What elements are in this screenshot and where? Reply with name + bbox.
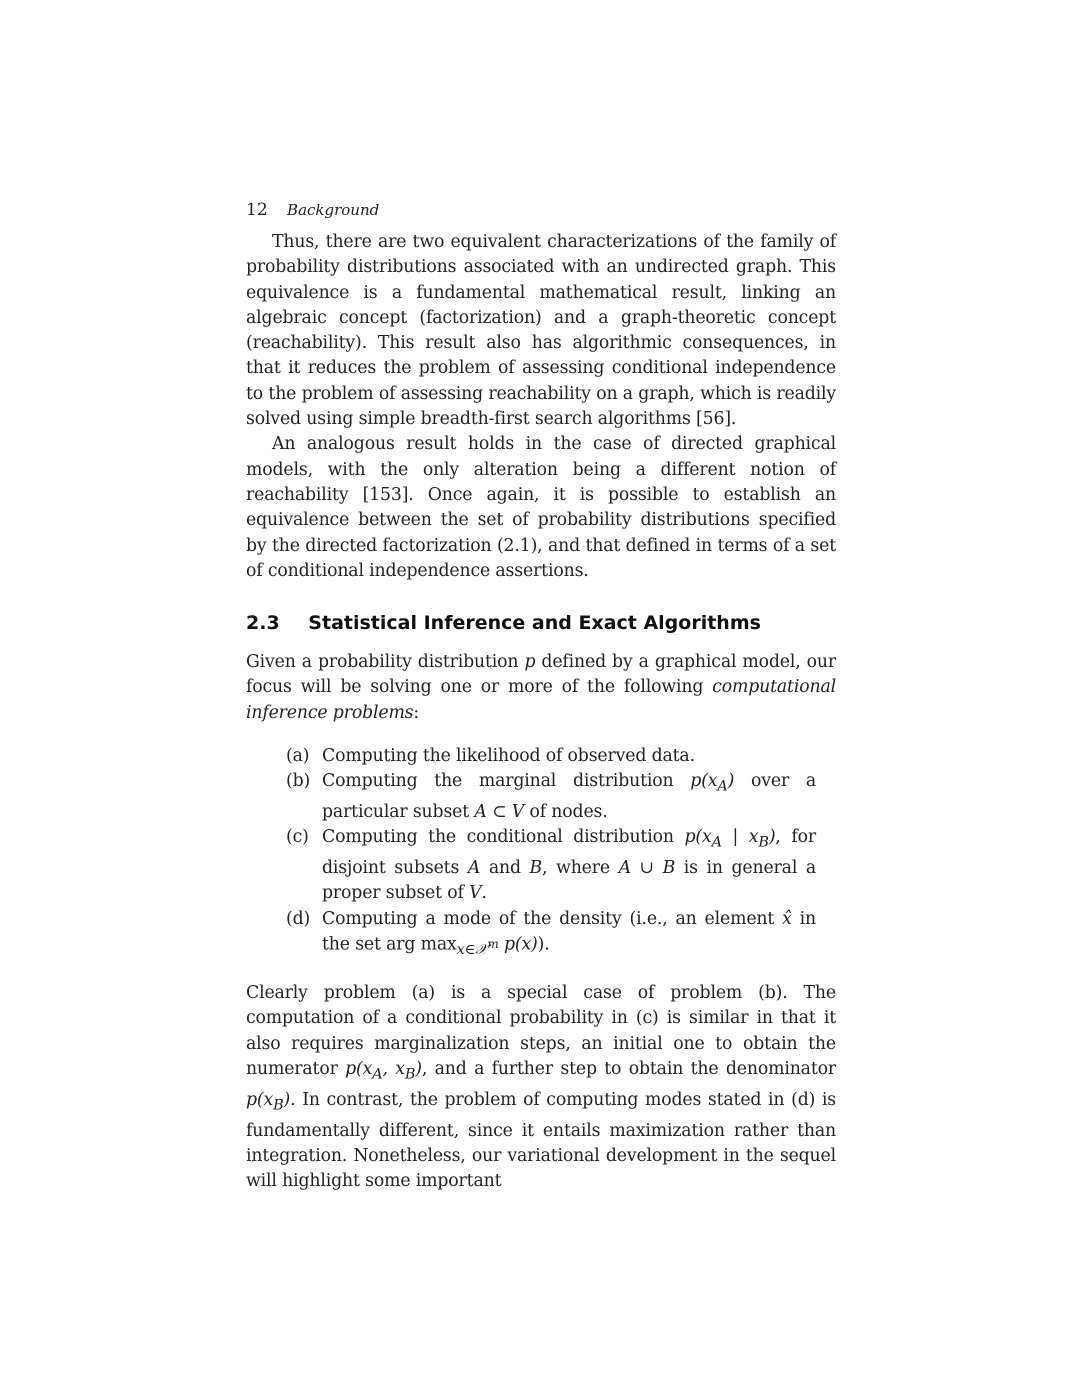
list-item [286,769,836,825]
problem-list [286,744,836,963]
section-number: 2.3 [246,612,280,635]
page-content [246,198,836,1194]
emphasized-term: computational inference problems [246,677,836,723]
paragraph-directed-models: An analogous result holds in the case of directed graphical models, with the only alteration being a different notion of reachability [153]. Once again, it is possible to establish an equivalence between the set of probability distributions specified by the directed factorization (2.1), and that defined in terms of a set of conditional independence assertions. [246,434,836,581]
list-item [286,825,836,906]
list-item [286,907,836,963]
item-label: (a) [286,746,310,767]
item-label: (c) [286,827,309,848]
paragraph-characterizations: Thus, there are two equivalent characterizations of the family of probability distributions associated with an undirected graph. This equivalence is a fundamental mathematical result, linking an algebraic concept (factorization) and a graph-theoretic concept (reachability). This result also has algorithmic consequences, in that it reduces the problem of assessing conditional independence to the problem of assessing reachability on a graph, which is readily solved using simple breadth-first search algorithms [56]. [246,232,836,430]
section-heading [246,610,836,636]
running-title: Background [287,201,380,219]
running-header [246,198,836,222]
paragraph-closing: Clearly problem (a) is a special case of problem (b). The computation of a conditional probability in (c) is similar in that it also requires marginalization steps, an initial one to obtain the numerator $p(x_A$, $x_B$), and a further step to obtain the denominator $p(x_B)$. In contrast, the problem of computing modes stated in (d) is fundamentally different, since it entails maximization rather than integration. Nonetheless, our variational development in the sequel will highlight some important [246,983,836,1192]
item-text: Computing the conditional distribution $p(x_A$ | $x_B$), for disjoint subsets A and B, where A ∪ B is in general a proper subset of V. [322,827,816,904]
paragraph-intro: Given a probability distribution p defined by a graphical model, our focus will be solving one or more of the following computational inference problems: [246,652,836,723]
list-item [286,744,836,769]
item-label: (d) [286,908,311,929]
page-number: 12 [246,200,268,220]
item-text: Computing the marginal distribution $p(x_A)$ over a particular subset A ⊂ V of nodes. [322,771,816,823]
item-text: Computing a mode of the density (i.e., an element x̂ in the set arg $\max_{x\in 𝒳^m} p(x)$). [322,908,816,958]
item-text: Computing the likelihood of observed data. [322,746,695,767]
item-label: (b) [286,771,311,792]
section-title: Statistical Inference and Exact Algorithms [308,612,761,635]
